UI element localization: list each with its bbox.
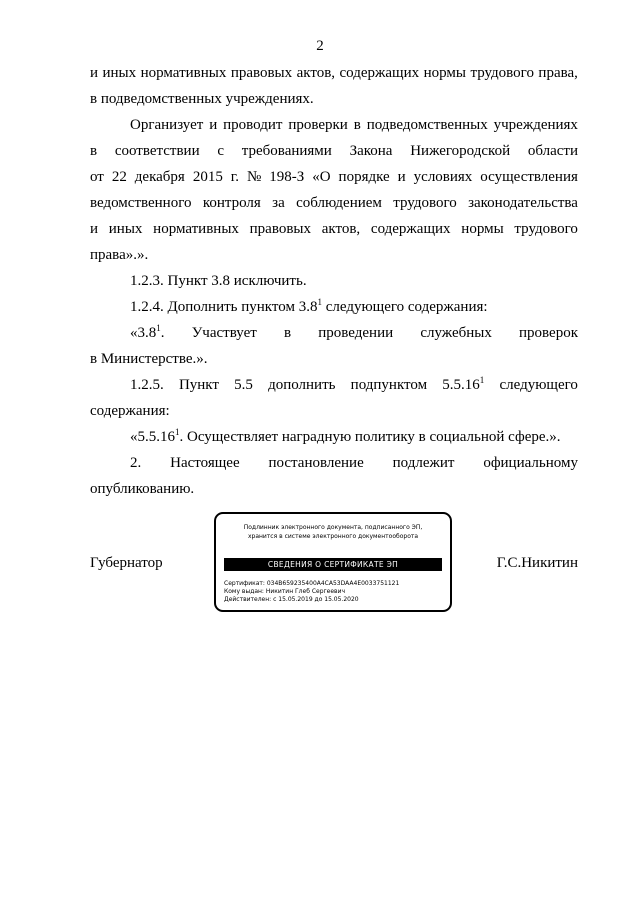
paragraph-line: опубликованию. [90, 481, 195, 497]
superscript: 1 [479, 375, 485, 385]
word: проводит [223, 117, 283, 133]
word: Пункт [178, 377, 219, 393]
word: трудового [393, 195, 457, 211]
stamp-issued-to: Кому выдан: Никитин Глеб Сергеевич [224, 588, 346, 595]
word: соблюдением [296, 195, 382, 211]
word: учреждениях [493, 117, 578, 133]
stamp-certificate: Сертификат: 034B659235400A4CA53DAA4E0033751121 [224, 580, 400, 587]
paragraph-line: содержания: [90, 403, 170, 419]
word: нормативных [140, 65, 227, 81]
word: за [272, 195, 285, 211]
word: иных [102, 65, 137, 81]
paragraph-line [130, 298, 578, 316]
word: Участвует [191, 325, 257, 341]
word: порядке [338, 169, 390, 185]
word: подведомственных [366, 117, 488, 133]
paragraph-line [130, 454, 578, 472]
word: требованиями [241, 143, 332, 159]
word: права, [538, 65, 578, 81]
word: содержащих [370, 221, 451, 237]
paragraph-line [130, 376, 578, 394]
word: дополнить [268, 377, 336, 393]
electronic-signature-stamp [214, 512, 452, 612]
word: Нижегородской [410, 143, 511, 159]
paragraph-line: в Министерстве.». [90, 351, 208, 367]
word: г. [230, 169, 239, 185]
paragraph-line [90, 64, 578, 82]
superscript: 1 [175, 427, 180, 437]
word: нормативных [153, 221, 239, 237]
word: проверки [288, 117, 348, 133]
word: области [527, 143, 578, 159]
paragraph-line [130, 324, 578, 342]
word: соответствии [114, 143, 200, 159]
word: официальному [483, 455, 578, 471]
word: актов, [321, 221, 361, 237]
word: и [90, 221, 99, 237]
word: подлежит [392, 455, 455, 471]
word: содержащих [339, 65, 420, 81]
word: от [90, 169, 104, 185]
word: осуществления [480, 169, 578, 185]
word: трудового [470, 65, 534, 81]
word: с [217, 143, 225, 159]
word: декабря [134, 169, 185, 185]
signatory-position: Губернатор [90, 555, 163, 571]
text-fragment: . Осуществляет наградную политику в социальной сфере.». [179, 429, 561, 445]
stamp-details [224, 580, 399, 604]
word: в [284, 325, 292, 341]
paragraph-line: 1.2.3. Пункт 3.8 исключить. [130, 273, 307, 289]
text-fragment: следующего содержания: [321, 299, 488, 315]
text-fragment: «5.5.16 [130, 429, 175, 445]
word: Настоящее [170, 455, 240, 471]
word: и [90, 65, 99, 81]
word: 198-З [269, 169, 305, 185]
superscript: 1 [156, 323, 161, 333]
word: 2. [130, 455, 142, 471]
paragraph-line: права».». [90, 247, 149, 263]
stamp-validity: Действителен: с 15.05.2019 до 15.05.2020 [224, 596, 359, 603]
word: «О [312, 169, 331, 185]
word: контроля [202, 195, 261, 211]
word: актов, [296, 65, 336, 81]
paragraph-line [90, 194, 578, 212]
word [442, 376, 484, 394]
stamp-title-bar: СВЕДЕНИЯ О СЕРТИФИКАТЕ ЭП [224, 558, 442, 571]
word: подпунктом [350, 377, 428, 393]
paragraph-line [90, 142, 578, 160]
paragraph-line [130, 428, 578, 446]
word: правовых [249, 221, 311, 237]
word: 5.5 [234, 377, 253, 393]
word: 2015 [192, 169, 223, 185]
text-fragment: 1.2.4. Дополнить пунктом 3.8 [130, 299, 318, 315]
word: служебных [420, 325, 492, 341]
word: в [90, 143, 98, 159]
word: условиях [413, 169, 473, 185]
word: постановление [268, 455, 364, 471]
word: проверок [519, 325, 578, 341]
paragraph-line [90, 168, 578, 186]
word: Закона [349, 143, 393, 159]
word: иных [108, 221, 143, 237]
word: правовых [230, 65, 293, 81]
paragraph-line [130, 116, 578, 134]
word: ведомственного [90, 195, 192, 211]
text-fragment: . [160, 325, 165, 341]
word: и [209, 117, 218, 133]
page-number: 2 [316, 38, 324, 54]
word: и [397, 169, 406, 185]
word: трудового [514, 221, 578, 237]
word: 1.2.5. [130, 377, 164, 393]
superscript: 1 [317, 297, 322, 307]
word: Организует [130, 117, 204, 133]
word: 22 [111, 169, 127, 185]
word: проведении [318, 325, 394, 341]
stamp-header-line: хранится в системе электронного документооборота [247, 533, 419, 540]
stamp-header-line: Подлинник электронного документа, подписанного ЭП, [243, 524, 423, 531]
text-fragment: 5.5.16 [442, 377, 480, 393]
word: следующего [499, 377, 578, 393]
word: нормы [461, 221, 504, 237]
word: № [246, 169, 262, 185]
paragraph-line: в подведомственных учреждениях. [90, 91, 314, 107]
signatory-name: Г.С.Никитин [496, 555, 578, 571]
word: законодательства [468, 195, 578, 211]
paragraph-line [90, 220, 578, 238]
stamp-header [216, 523, 450, 541]
word: нормы [423, 65, 466, 81]
text-fragment: «3.8 [130, 325, 157, 341]
word: в [353, 117, 361, 133]
text-fragment [130, 324, 165, 342]
